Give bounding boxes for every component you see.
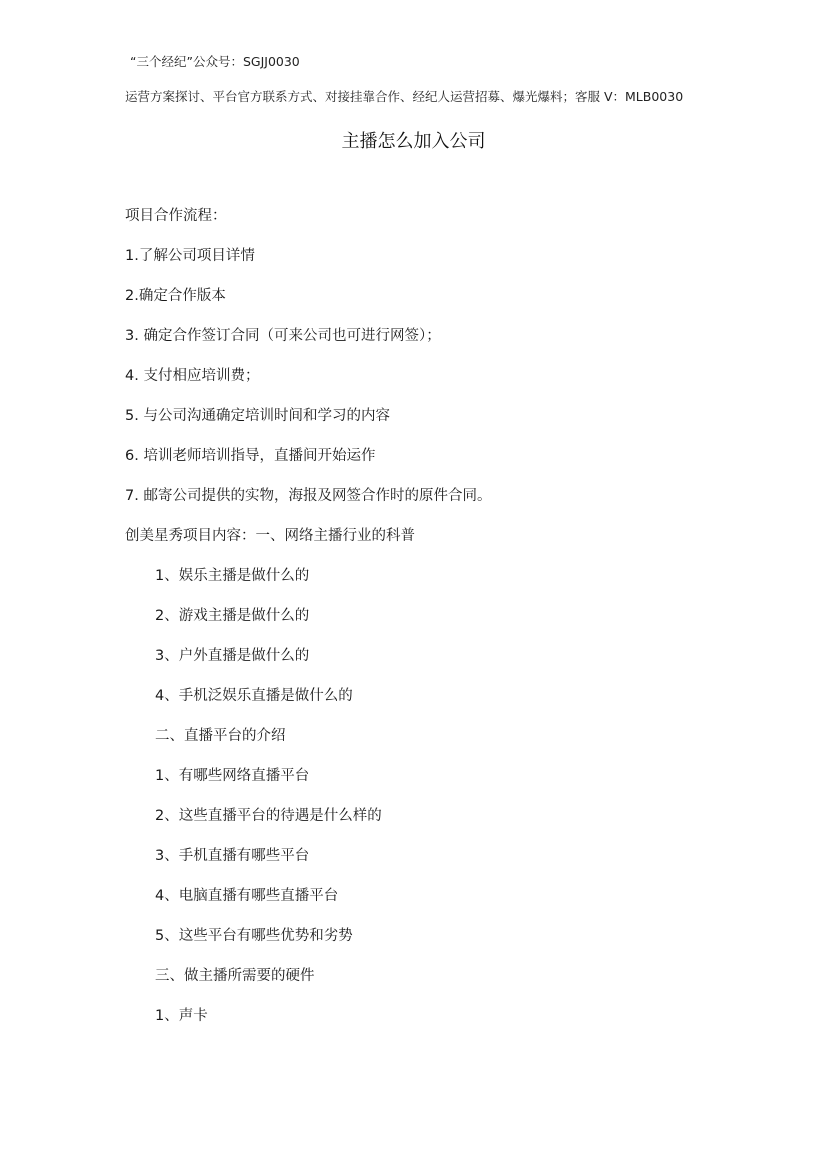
header-service-line: 运营方案探讨、平台官方联系方式、对接挂靠合作、经纪人运营招募、爆光爆料；客服 V：MLB0030 <box>125 89 684 104</box>
header-wechat-line: “三个经纪”公众号：SGJJ0030 <box>130 54 300 69</box>
body-line: 5、这些平台有哪些优势和劣势 <box>155 928 353 944</box>
document-title: 主播怎么加入公司 <box>341 131 486 152</box>
body-line: 4、电脑直播有哪些直播平台 <box>155 888 339 904</box>
body-line: 1、有哪些网络直播平台 <box>155 768 310 784</box>
body-line: 2.确定合作版本 <box>125 288 226 304</box>
body-line: 1.了解公司项目详情 <box>125 248 255 264</box>
body-line: 4、手机泛娱乐直播是做什么的 <box>155 688 353 704</box>
body-line: 项目合作流程： <box>125 208 227 224</box>
body-line: 二、直播平台的介绍 <box>155 728 286 744</box>
body-line: 4. 支付相应培训费； <box>125 368 260 384</box>
body-line: 3. 确定合作签订合同（可来公司也可进行网签）； <box>125 328 441 344</box>
body-line: 2、游戏主播是做什么的 <box>155 608 310 624</box>
body-line: 三、做主播所需要的硬件 <box>155 968 315 984</box>
body-line: 5. 与公司沟通确定培训时间和学习的内容 <box>125 408 390 424</box>
body-line: 7. 邮寄公司提供的实物，海报及网签合作时的原件合同。 <box>125 488 492 504</box>
body-line: 1、声卡 <box>155 1008 208 1024</box>
body-line: 3、户外直播是做什么的 <box>155 648 310 664</box>
body-line: 2、这些直播平台的待遇是什么样的 <box>155 808 382 824</box>
body-line: 创美星秀项目内容：一、网络主播行业的科普 <box>125 528 415 544</box>
body-line: 1、娱乐主播是做什么的 <box>155 568 310 584</box>
body-line: 6. 培训老师培训指导，直播间开始运作 <box>125 448 376 464</box>
document-body <box>125 206 765 1046</box>
body-line: 3、手机直播有哪些平台 <box>155 848 310 864</box>
